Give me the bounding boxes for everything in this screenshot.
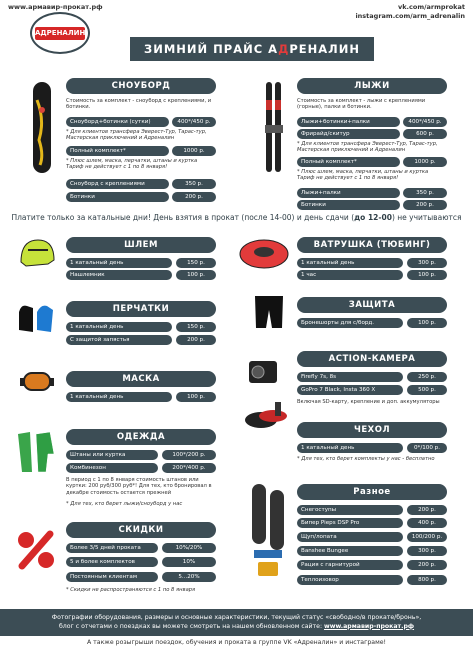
site-url[interactable]: www.армавир-прокат.рф bbox=[8, 3, 103, 11]
cover-note: * Для тех, кто берет комплекты у нас - бесплатно bbox=[297, 456, 435, 462]
snowboard-note-1: * Для клиентов трансфера Эверест-Тур, Тарас-тур, Мастерская приключений и Адреналин bbox=[66, 129, 207, 142]
gloves-icon bbox=[15, 300, 57, 336]
price-value: 200 р. bbox=[172, 192, 216, 202]
skis-desc: Стоимость за комплект - лыжи с креплениями (горные), палки и ботинки. bbox=[297, 98, 426, 111]
clothing-note-2: * Для тех, кто берет лыжи/сноуборд у нас bbox=[66, 501, 183, 507]
price-value: 600 р. bbox=[403, 129, 447, 139]
price-value: 300 р. bbox=[407, 258, 447, 268]
price-value: 200 р. bbox=[407, 560, 447, 570]
price-value: 100 р. bbox=[407, 270, 447, 280]
clothing-header: ОДЕЖДА bbox=[66, 429, 216, 445]
title-part: ЗИМНИЙ ПРАЙС А bbox=[144, 42, 279, 56]
price-label: Полный комплект* bbox=[66, 146, 169, 156]
price-label: Сноуборд с креплениями bbox=[66, 179, 169, 189]
footer-site-link[interactable]: www.армавир-прокат.рф bbox=[324, 622, 415, 630]
price-value: 800 р. bbox=[407, 575, 447, 585]
page-title bbox=[130, 37, 374, 61]
price-label: GoPro 7 Black, Insta 360 X bbox=[297, 385, 403, 395]
logo-text: АДРЕНАЛИН bbox=[35, 27, 85, 40]
percent-icon bbox=[14, 528, 58, 572]
price-value: 100 р. bbox=[176, 392, 216, 402]
price-value: 100 р. bbox=[407, 318, 447, 328]
price-label: Теплоизовор bbox=[297, 575, 403, 585]
price-label: 1 катальный день bbox=[66, 392, 172, 402]
price-value: 200*/400 р. bbox=[162, 463, 216, 473]
price-label: Лыжи+ботинки+палки bbox=[297, 117, 400, 127]
price-value: 400*/450 р. bbox=[403, 117, 447, 127]
price-label: Ботинки bbox=[297, 200, 400, 210]
notice-text: ) не учитываются bbox=[391, 213, 462, 222]
gloves-header: ПЕРЧАТКИ bbox=[66, 301, 216, 317]
price-label: Нашлемник bbox=[66, 270, 172, 280]
footer-bottom-note: А также розыгрыши поездок, обучения и проката в группе VK «Адреналин» и инстаграме! bbox=[86, 639, 387, 646]
board-cover-icon bbox=[243, 398, 289, 438]
clothing-note-1: В период с 1 по 8 января стоимость штанов или куртки: 200 руб/300 руб*! Для тех, кто бронировал в декабре стоимость остается прежней bbox=[66, 477, 212, 496]
footer-text: блог с отчетами о поездках вы можете смотреть на нашем обновленном сайте: bbox=[58, 622, 325, 630]
snowboard-header: СНОУБОРД bbox=[66, 78, 216, 94]
notice-bold: до 12-00 bbox=[354, 213, 392, 222]
discounts-header: СКИДКИ bbox=[66, 522, 216, 538]
price-label: 1 катальный день bbox=[66, 258, 172, 268]
price-label: Лыжи+палки bbox=[297, 188, 400, 198]
price-label: Комбинезон bbox=[66, 463, 158, 473]
price-value: 350 р. bbox=[172, 179, 216, 189]
footer-line-2 bbox=[0, 623, 473, 632]
title-part: РЕНАЛИН bbox=[289, 42, 360, 56]
price-value: 300 р. bbox=[407, 546, 447, 556]
price-value: 100*/200 р. bbox=[162, 450, 216, 460]
snowboard-icon bbox=[30, 80, 54, 175]
price-label: Постоянным клиентам bbox=[66, 572, 158, 582]
discounts-note: * Скидки не распространяются с 1 по 8 января bbox=[66, 587, 196, 593]
price-value: 250 р. bbox=[407, 372, 447, 382]
price-value: 150 р. bbox=[176, 322, 216, 332]
tubing-header: ВАТРУШКА (ТЮБИНГ) bbox=[297, 237, 447, 253]
price-value: 1000 р. bbox=[403, 157, 447, 167]
mask-header: МАСКА bbox=[66, 371, 216, 387]
protection-header: ЗАЩИТА bbox=[297, 297, 447, 313]
price-value: 200 р. bbox=[407, 505, 447, 515]
ski-mask-icon bbox=[18, 370, 56, 394]
price-value: 1000 р. bbox=[172, 146, 216, 156]
price-label: Фрирайд/скитур bbox=[297, 129, 400, 139]
cover-header: ЧЕХОЛ bbox=[297, 422, 447, 438]
footer-line-1: Фотографии оборудования, размеры и основные характеристики, текущий статус «свободно/в прокате/бронь», bbox=[51, 614, 422, 621]
price-label: Бронешорты для с/борд. bbox=[297, 318, 403, 328]
price-label: 1 катальный день bbox=[297, 443, 403, 453]
price-value: 150 р. bbox=[176, 258, 216, 268]
snowshoes-icon bbox=[246, 480, 292, 586]
instagram-link[interactable]: instagram.com/arm_adrenalin bbox=[355, 12, 465, 20]
price-label: Штаны или куртка bbox=[66, 450, 158, 460]
footer-banner bbox=[0, 609, 473, 636]
price-label: Бипер Pieps DSP Pro bbox=[297, 518, 403, 528]
price-label: Снегоступы bbox=[297, 505, 403, 515]
price-label: 1 катальный день bbox=[297, 258, 403, 268]
skis-note-2: * Плюс шлем, маска, перчатки, штаны и куртка Тариф не действует с 1 по 8 января! bbox=[297, 169, 429, 182]
price-value: 10%/20% bbox=[162, 543, 216, 553]
skis-icon bbox=[263, 80, 285, 175]
skis-note-1: * Для клиентов трансфера Эверест-Тур, Тарас-тур, Мастерская приключений и Адреналин bbox=[297, 141, 438, 154]
price-value: 400 р. bbox=[407, 518, 447, 528]
tubing-icon bbox=[238, 236, 290, 272]
snowboard-desc: Стоимость за комплект - сноуборд с креплениями, и ботинки. bbox=[66, 98, 212, 111]
price-label: 1 час bbox=[297, 270, 403, 280]
vk-link[interactable]: vk.com/armprokat bbox=[398, 3, 465, 11]
price-value: 200 р. bbox=[176, 335, 216, 345]
price-value: 400*/450 р. bbox=[172, 117, 216, 127]
rental-days-notice bbox=[0, 213, 473, 222]
action-camera-note: Включая SD-карту, крепление и доп. аккумуляторы bbox=[297, 399, 440, 405]
price-label: Firefly 7s, 8s bbox=[297, 372, 403, 382]
price-label: Рация с гарнитурой bbox=[297, 560, 403, 570]
price-label: 5 и более комплектов bbox=[66, 557, 158, 567]
helmet-icon bbox=[18, 236, 56, 272]
price-value: 100/200 р. bbox=[407, 532, 447, 542]
price-label: Сноуборд+ботинки (сутки) bbox=[66, 117, 169, 127]
price-value: 10% bbox=[162, 557, 216, 567]
price-label: Полный комплект* bbox=[297, 157, 400, 167]
price-label: С защитой запястья bbox=[66, 335, 172, 345]
price-label: Более 3/5 дней проката bbox=[66, 543, 158, 553]
misc-header: Разное bbox=[297, 484, 447, 500]
snowboard-note-2: * Плюс шлем, маска, перчатки, штаны и куртка Тариф не действует с 1 по 8 января! bbox=[66, 158, 198, 171]
helmet-header: ШЛЕМ bbox=[66, 237, 216, 253]
price-value: 500 р. bbox=[407, 385, 447, 395]
notice-text: Платите только за катальные дни! День взятия в прокат (после 14-00) и день сдачи ( bbox=[11, 213, 355, 222]
price-value: 350 р. bbox=[403, 188, 447, 198]
price-value: 200 р. bbox=[403, 200, 447, 210]
action-camera-icon bbox=[246, 358, 280, 386]
price-value: 5...20% bbox=[162, 572, 216, 582]
logo bbox=[30, 12, 90, 54]
title-accent: Д bbox=[278, 42, 290, 56]
skis-header: ЛЫЖИ bbox=[297, 78, 447, 94]
price-label: Щуп/лопата bbox=[297, 532, 403, 542]
action-camera-header: ACTION-КАМЕРА bbox=[297, 351, 447, 367]
price-label: 1 катальный день bbox=[66, 322, 172, 332]
price-label: Banshee Bungee bbox=[297, 546, 403, 556]
price-value: 0*/100 р. bbox=[407, 443, 447, 453]
price-value: 100 р. bbox=[176, 270, 216, 280]
clothing-icon bbox=[14, 428, 58, 474]
price-label: Ботинки bbox=[66, 192, 169, 202]
protection-shorts-icon bbox=[252, 292, 286, 332]
